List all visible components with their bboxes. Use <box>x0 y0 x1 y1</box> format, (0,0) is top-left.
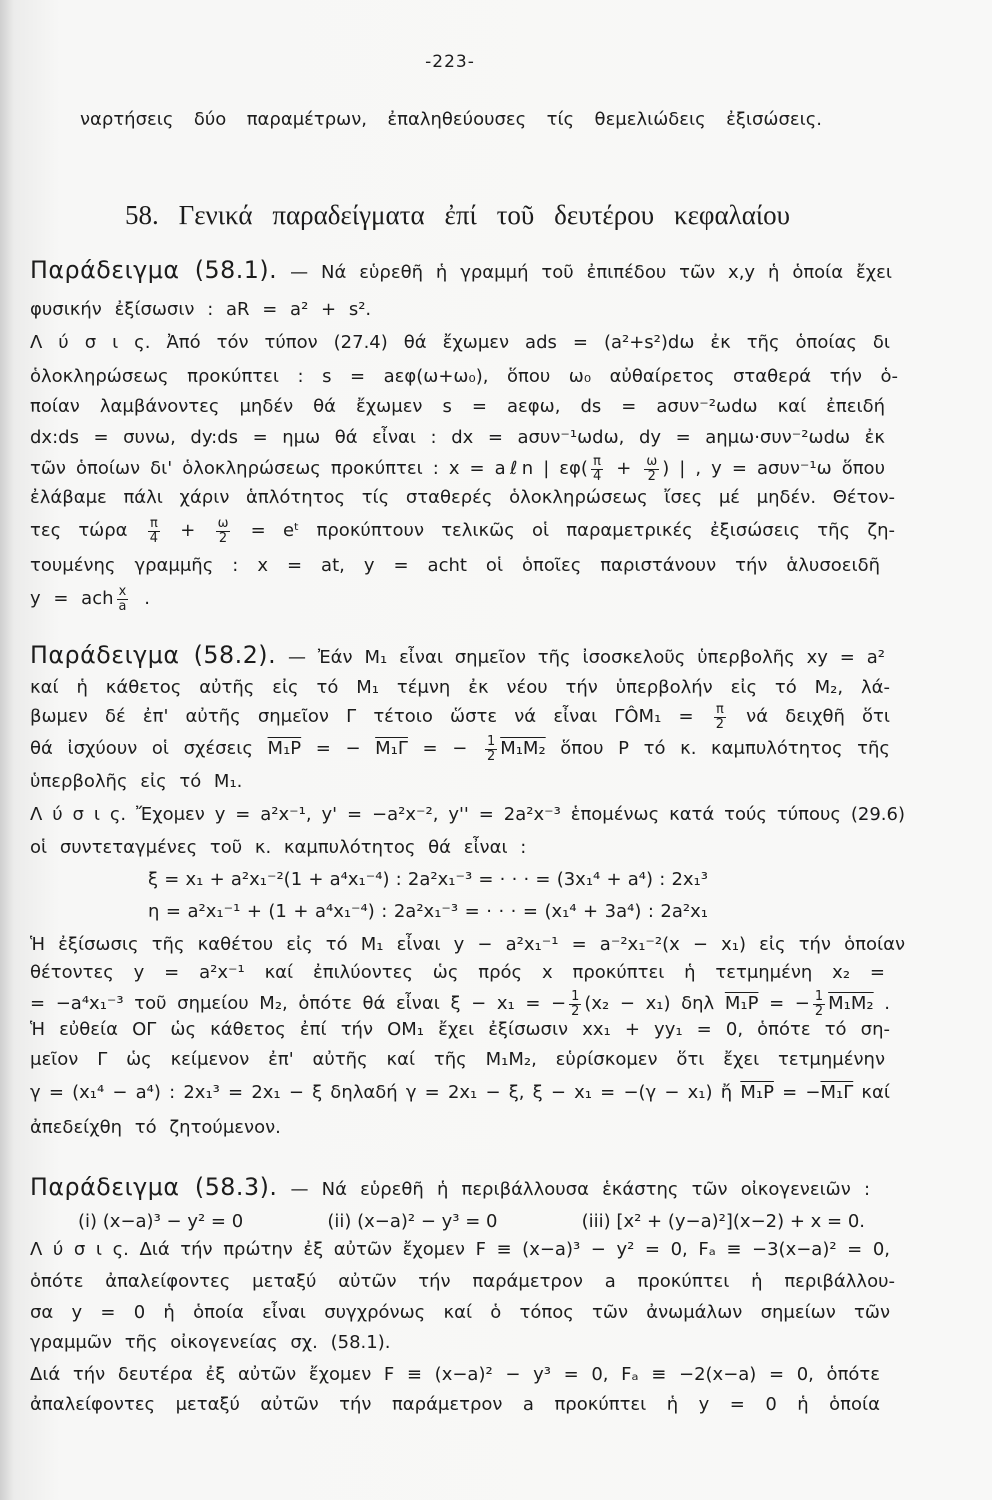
fraction <box>813 990 825 1018</box>
vector-segment: M₁P <box>267 738 302 760</box>
text-run: = − <box>773 1082 821 1103</box>
example-label: Παράδειγμα (58.1). <box>30 256 278 284</box>
example-1-line-3: Λ ύ σ ι ς. Ἀπό τόν τύπον (27.4) θά ἔχωμεν ads = (a²+s²)dω ἐκ τῆς ὁποίας δι <box>30 332 890 353</box>
example-2-line-7: οἱ συντεταγμένες τοῦ κ. καμπυλότητος θά εἶναι : <box>30 837 527 858</box>
example-1-line-1 <box>30 255 892 285</box>
example-2-line-16: ἀπεδείχθη τό ζητούμενον. <box>30 1117 281 1138</box>
text-run: τῶν ὁποίων δι' ὁλοκληρώσεως προκύπτει : x = aℓn | εφ( <box>30 458 588 480</box>
equation-eta: η = a²x₁⁻¹ + (1 + a⁴x₁⁻⁴) : 2a²x₁⁻³ = · · · = (x₁⁴ + 3a⁴) : 2a²x₁ <box>148 901 708 922</box>
example-3-line-4: ὁπότε ἀπαλείφοντες μεταξύ αὐτῶν τήν παράμετρον a προκύπτει ἡ περιβάλλου- <box>30 1271 895 1292</box>
text-run: = eᵗ προκύπτουν τελικῶς οἱ παραμετρικές ἐξισώσεις τῆς ζη- <box>233 520 896 542</box>
example-1-line-11 <box>30 584 170 614</box>
vector-segment: M₁Γ <box>820 1082 854 1103</box>
section-heading: 58. Γενικά παραδείγματα ἐπί τοῦ δευτέρου κεφαλαίου <box>125 200 790 230</box>
example-1-line-9 <box>30 516 896 546</box>
text-run: καί <box>853 1082 890 1103</box>
fraction-numerator: x <box>118 584 127 599</box>
text-run: + <box>606 458 642 480</box>
example-2-line-15 <box>30 1080 890 1106</box>
text-run: θά ἰσχύουν οἱ σχέσεις <box>30 738 268 760</box>
fraction-numerator: π <box>150 516 158 531</box>
family-item-ii: (ii) (x−a)² − y³ = 0 <box>327 1211 498 1232</box>
example-1-line-10: τουμένης γραμμῆς : x = at, y = acht οἱ ὁποῖες παριστάνουν τήν ἁλυσοειδῆ <box>30 555 880 576</box>
example-2-line-10: Ἡ ἐξίσωσις τῆς καθέτου εἰς τό M₁ εἶναι y − a²x₁⁻¹ = a⁻²x₁⁻²(x − x₁) εἰς τήν ὁποίαν <box>30 934 905 955</box>
text-run: . <box>131 588 150 610</box>
example-3-line-6: γραμμῶν τῆς οἰκογενείας σχ. (58.1). <box>30 1332 391 1353</box>
text-run: ) | , y = aσυν⁻¹ω ὅπου <box>662 458 885 480</box>
example-2-line-6: Λ ύ σ ι ς. Ἔχομεν y = a²x⁻¹, y' = −a²x⁻², y'' = 2a²x⁻³ ἑπομένως κατά τούς τύπους (29.6) <box>30 804 905 825</box>
fraction <box>569 990 581 1018</box>
example-3-line-8: ἀπαλείφοντες μεταξύ αὐτῶν τήν παράμετρον a προκύπτει ἡ y = 0 ἡ ὁποία <box>30 1394 880 1415</box>
fraction-denominator: 2 <box>486 748 496 764</box>
vector-segment: M₁M₂ <box>828 993 874 1015</box>
fraction-numerator: ω <box>646 454 658 469</box>
fraction-numerator: π <box>593 454 601 469</box>
text-run: + <box>163 520 213 542</box>
fraction-denominator: 2 <box>571 1003 580 1019</box>
example-statement: — Ἐάν M₁ εἶναι σημεῖον τῆς ἰσοσκελοῦς ὑπερβολῆς xy = a² <box>288 647 886 668</box>
fraction-numerator: 1 <box>814 989 824 1004</box>
fraction-denominator: 4 <box>592 468 602 484</box>
example-label: Παράδειγμα (58.3). <box>30 1173 278 1201</box>
example-1-line-5: ποίαν λαμβάνοντες μηδέν θά ἔχωμεν s = aεφω, ds = aσυν⁻²ωdω καί ἐπειδή <box>30 396 885 417</box>
vector-segment: M₁P <box>724 993 759 1015</box>
example-2-line-5: ὑπερβολῆς εἰς τό M₁. <box>30 771 243 792</box>
text-run: γ = (x₁⁴ − a⁴) : 2x₁³ = 2x₁ − ξ δηλαδή γ = 2x₁ − ξ, ξ − x₁ = −(γ − x₁) ἤ <box>30 1082 741 1103</box>
family-list <box>78 1209 865 1235</box>
example-3-line-1 <box>30 1172 870 1202</box>
vector-segment: M₁P <box>740 1082 774 1103</box>
page-number: -223- <box>425 52 475 72</box>
fraction-denominator: 2 <box>647 468 656 484</box>
text-run: y = ach <box>30 588 114 610</box>
text-run: = − <box>301 738 376 760</box>
fraction <box>117 585 129 613</box>
example-3-line-3: Λ ύ σ ι ς. Διά τήν πρώτην ἐξ αὐτῶν ἔχομεν F ≡ (x−a)³ − y² = 0, Fₐ ≡ −3(x−a)² = 0, <box>30 1239 890 1260</box>
fraction-numerator: ω <box>217 516 229 531</box>
example-2-line-11: θέτοντες y = a²x⁻¹ καί ἐπιλύοντες ὡς πρός x προκύπτει ἡ τετμημένη x₂ = <box>30 962 885 983</box>
example-statement: — Νά εὑρεθῆ ἡ περιβάλλουσα ἑκάστης τῶν οἰκογενειῶν : <box>290 1179 871 1200</box>
fraction <box>485 735 497 763</box>
fraction <box>644 455 659 483</box>
example-1-line-2: φυσικήν ἐξίσωσιν : aR = a² + s². <box>30 299 372 320</box>
fraction-denominator: 2 <box>218 530 228 546</box>
example-label: Παράδειγμα (58.2). <box>30 641 277 669</box>
example-2-line-14: μεῖον Γ ὡς κείμενον ἐπ' αὐτῆς καί τῆς M₁M₂, εὑρίσκομεν ὅτι ἔχει τετμημένην <box>30 1049 885 1070</box>
example-3-line-5: σα y = 0 ἡ ὁποία εἶναι συγχρόνως καί ὁ τόπος τῶν ἀνωμάλων σημείων τῶν <box>30 1302 890 1323</box>
text-run: βωμεν δέ ἐπ' αὐτῆς σημεῖον Γ τέτοιο ὥστε νά εἶναι ΓÔM₁ = <box>30 706 711 728</box>
vector-segment: M₁Γ <box>375 738 408 760</box>
example-1-line-6: dx:ds = συνω, dy:ds = ημω θά εἶναι : dx = aσυν⁻¹ωdω, dy = aημω·συν⁻²ωdω ἐκ <box>30 427 885 448</box>
example-1-line-4: ὁλοκληρώσεως προκύπτει : s = aεφ(ω+ω₀), ὅπου ω₀ αὐθαίρετος σταθερά τήν ὁ- <box>30 366 898 387</box>
example-2-line-4 <box>30 734 890 764</box>
fraction-denominator: 2 <box>814 1003 824 1019</box>
fraction <box>216 517 231 545</box>
fraction-numerator: 1 <box>486 734 496 749</box>
text-run: . <box>873 993 890 1015</box>
vector-segment: M₁M₂ <box>500 738 546 760</box>
example-statement: — Νά εὑρεθῆ ἡ γραμμή τοῦ ἐπιπέδου τῶν x,y ἡ ὁποία ἔχει <box>290 262 892 283</box>
example-2-line-3 <box>30 702 890 732</box>
fraction-denominator: a <box>118 598 127 614</box>
fraction-denominator: 4 <box>149 530 159 546</box>
family-item-i: (i) (x−a)³ − y² = 0 <box>78 1211 244 1232</box>
fraction <box>148 517 160 545</box>
example-3-line-7: Διά τήν δευτέρα ἐξ αὐτῶν ἔχομεν F ≡ (x−a)² − y³ = 0, Fₐ ≡ −2(x−a) = 0, ὁπότε <box>30 1364 880 1385</box>
fraction-numerator: π <box>715 702 724 717</box>
example-1-line-7 <box>30 454 885 484</box>
family-item-iii: (iii) [x² + (y−a)²](x−2) + x = 0. <box>581 1211 865 1232</box>
fraction <box>714 703 726 731</box>
carryover-line: ναρτήσεις δύο παραμέτρων, ἐπαληθεύουσες τίς θεμελιώδεις ἐξισώσεις. <box>80 109 822 130</box>
fraction <box>591 455 603 483</box>
example-2-line-2: καί ἡ κάθετος αὐτῆς εἰς τό M₁ τέμνη ἐκ νέου τήν ὑπερβολήν εἰς τό M₂, λά- <box>30 677 890 698</box>
text-run: = − <box>758 993 810 1015</box>
text-run: ὅπου P τό κ. καμπυλότητος τῆς <box>545 738 890 760</box>
equation-xi: ξ = x₁ + a²x₁⁻²(1 + a⁴x₁⁻⁴) : 2a²x₁⁻³ = · · · = (3x₁⁴ + a⁴) : 2x₁³ <box>148 869 708 890</box>
text-run: (x₂ − x₁) δηλ <box>584 993 725 1015</box>
fraction-numerator: 1 <box>571 989 580 1004</box>
text-run: = − <box>407 738 482 760</box>
example-2-line-1 <box>30 640 885 670</box>
example-2-line-12 <box>30 989 890 1019</box>
example-1-line-8: ἐλάβαμε πάλι χάριν ἁπλότητος τίς σταθερές ὁλοκληρώσεως ἴσες μέ μηδέν. Θέτον- <box>30 487 895 508</box>
fraction-denominator: 2 <box>715 716 724 732</box>
text-run: νά δειχθῆ ὅτι <box>728 706 890 728</box>
text-run: = −a⁴x₁⁻³ τοῦ σημείου M₂, ὁπότε θά εἶναι ξ − x₁ = − <box>30 993 567 1015</box>
example-2-line-13: Ἡ εὐθεία OΓ ὡς κάθετος ἐπί τήν OM₁ ἔχει ἐξίσωσιν xx₁ + yy₁ = 0, ὁπότε τό ση- <box>30 1019 890 1040</box>
text-run: τες τώρα <box>30 520 145 542</box>
